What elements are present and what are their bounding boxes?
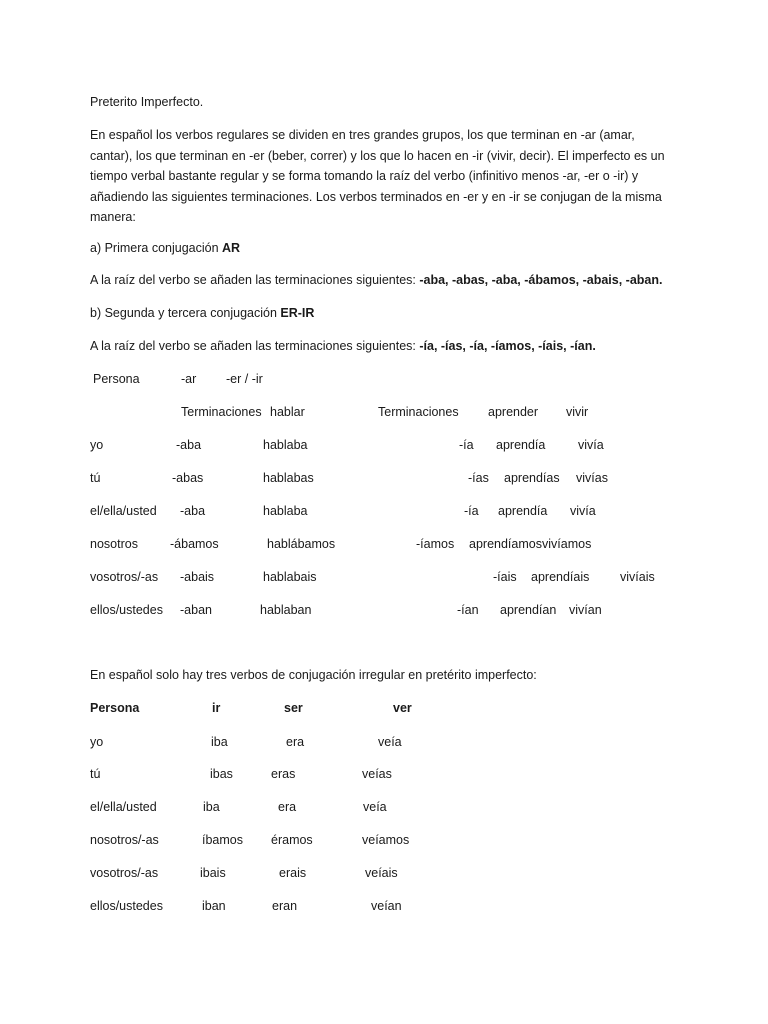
table-cell-ending-ar: -aban (180, 603, 212, 617)
irregular-cell-persona: ellos/ustedes (90, 899, 163, 913)
table-cell-aprender: aprendía (496, 438, 546, 452)
irregular-cell-ver: veía (363, 800, 387, 814)
table-cell-ending-er: -íamos (416, 537, 455, 551)
section-a-endings (90, 274, 663, 287)
table-header-aprender: aprender (488, 405, 539, 419)
section-b-heading-bold: ER-IR (280, 306, 315, 320)
irregular-cell-ir: ibais (200, 866, 226, 880)
table-cell-vivir: vivías (576, 471, 608, 485)
table-cell-aprender: aprendía (498, 504, 548, 518)
irregular-cell-ir: íbamos (202, 833, 243, 847)
table-cell-ending-er: -ías (468, 471, 489, 485)
section-a-heading (90, 242, 240, 255)
table-cell-persona: nosotros (90, 537, 138, 551)
table-cell-hablar: hablaban (260, 603, 312, 617)
irregular-cell-persona: nosotros/-as (90, 833, 159, 847)
irregular-header-ver: ver (393, 701, 412, 715)
table-cell-vivir: vivía (578, 438, 604, 452)
table-cell-ending-er: -ían (457, 603, 479, 617)
irregular-cell-ver: veía (378, 735, 402, 749)
intro-line: cantar), los que terminan en -er (beber, correr) y los que lo hacen en -ir (vivir, decir). El imperfecto es un (90, 148, 665, 163)
irregular-header-ser: ser (284, 701, 303, 715)
table-cell-vivir: vivían (569, 603, 602, 617)
table-cell-hablar: hablábamos (267, 537, 336, 551)
table-cell-ending-ar: -abas (172, 471, 204, 485)
table-cell-hablar: hablabais (263, 570, 317, 584)
table-cell-vivir: vivíamos (542, 537, 592, 551)
section-a-heading-bold: AR (222, 241, 241, 255)
table-header-ar: -ar (181, 372, 197, 386)
section-b-endings-text: A la raíz del verbo se añaden las terminaciones siguientes: (90, 339, 420, 353)
table-cell-vivir: vivía (570, 504, 596, 518)
intro-line: En español los verbos regulares se dividen en tres grandes grupos, los que terminan en -ar (amar, (90, 128, 635, 142)
table-cell-persona: ellos/ustedes (90, 603, 163, 617)
intro-line: tiempo verbal bastante regular y se forma tomando la raíz del verbo (infinitivo menos -ar, -er o -ir) y (90, 169, 639, 183)
table-cell-ending-ar: -aba (180, 504, 206, 518)
irregular-cell-ir: iba (203, 800, 220, 814)
table-cell-persona: vosotros/-as (90, 570, 159, 584)
intro-line: manera: (90, 210, 136, 224)
irregular-cell-ver: veían (371, 899, 402, 913)
irregular-header-ir: ir (212, 701, 221, 715)
table-cell-aprender: aprendían (500, 603, 557, 617)
intro-line: añadiendo las siguientes terminaciones. Los verbos terminados en -er y en -ir se conjugan de la misma (90, 189, 662, 204)
irregular-cell-ser: eras (271, 767, 296, 781)
table-header-terminaciones-er: Terminaciones (378, 405, 459, 419)
table-cell-vivir: vivíais (620, 570, 655, 584)
irregular-cell-ser: era (286, 735, 305, 749)
irregular-cell-persona: vosotros/-as (90, 866, 159, 880)
table-header-persona: Persona (93, 372, 140, 386)
table-cell-aprender: aprendías (504, 471, 560, 485)
irregular-cell-ver: veías (362, 767, 392, 781)
section-a-heading-text: a) Primera conjugación (90, 241, 223, 255)
section-a-endings-bold: -aba, -abas, -aba, -ábamos, -abais, -aban. (419, 273, 663, 287)
irregular-intro: En español solo hay tres verbos de conjugación irregular en pretérito imperfecto: (90, 668, 537, 682)
irregular-cell-persona: tú (90, 767, 101, 781)
table-header-vivir: vivir (566, 405, 589, 419)
irregular-cell-ser: erais (279, 866, 307, 880)
section-b-heading (90, 307, 314, 320)
section-b-heading-text: b) Segunda y tercera conjugación (90, 306, 281, 320)
irregular-cell-ser: era (278, 800, 297, 814)
table-cell-hablar: hablaba (263, 504, 308, 518)
table-cell-aprender: aprendíais (531, 570, 590, 584)
irregular-cell-ser: eran (272, 899, 298, 913)
table-cell-ending-ar: -aba (176, 438, 202, 452)
irregular-cell-ir: iba (211, 735, 228, 749)
irregular-cell-persona: yo (90, 735, 104, 749)
table-cell-aprender: aprendíamos (469, 537, 542, 551)
irregular-header-persona: Persona (90, 701, 140, 715)
table-cell-persona: tú (90, 471, 101, 485)
irregular-cell-persona: el/ella/usted (90, 800, 157, 814)
intro-paragraph (90, 125, 690, 228)
table-cell-ending-er: -ía (464, 504, 479, 518)
table-cell-ending-ar: -abais (180, 570, 215, 584)
document-title: Preterito Imperfecto. (90, 95, 204, 109)
table-cell-persona: yo (90, 438, 104, 452)
table-cell-persona: el/ella/usted (90, 504, 157, 518)
section-b-endings-bold: -ía, -ías, -ía, -íamos, -íais, -ían. (419, 339, 596, 353)
irregular-cell-ver: veíais (365, 866, 398, 880)
table-cell-ending-er: -íais (493, 570, 517, 584)
table-header-hablar: hablar (270, 405, 305, 419)
table-header-er-ir: -er / -ir (226, 372, 263, 386)
irregular-cell-ser: éramos (271, 833, 313, 847)
table-cell-ending-ar: -ábamos (170, 537, 219, 551)
section-b-endings (90, 340, 596, 353)
table-cell-hablar: hablabas (263, 471, 314, 485)
table-cell-hablar: hablaba (263, 438, 308, 452)
irregular-cell-ir: ibas (210, 767, 233, 781)
irregular-cell-ver: veíamos (362, 833, 410, 847)
table-header-terminaciones-ar: Terminaciones (181, 405, 262, 419)
irregular-cell-ir: iban (202, 899, 226, 913)
table-cell-ending-er: -ía (459, 438, 474, 452)
section-a-endings-text: A la raíz del verbo se añaden las terminaciones siguientes: (90, 273, 420, 287)
